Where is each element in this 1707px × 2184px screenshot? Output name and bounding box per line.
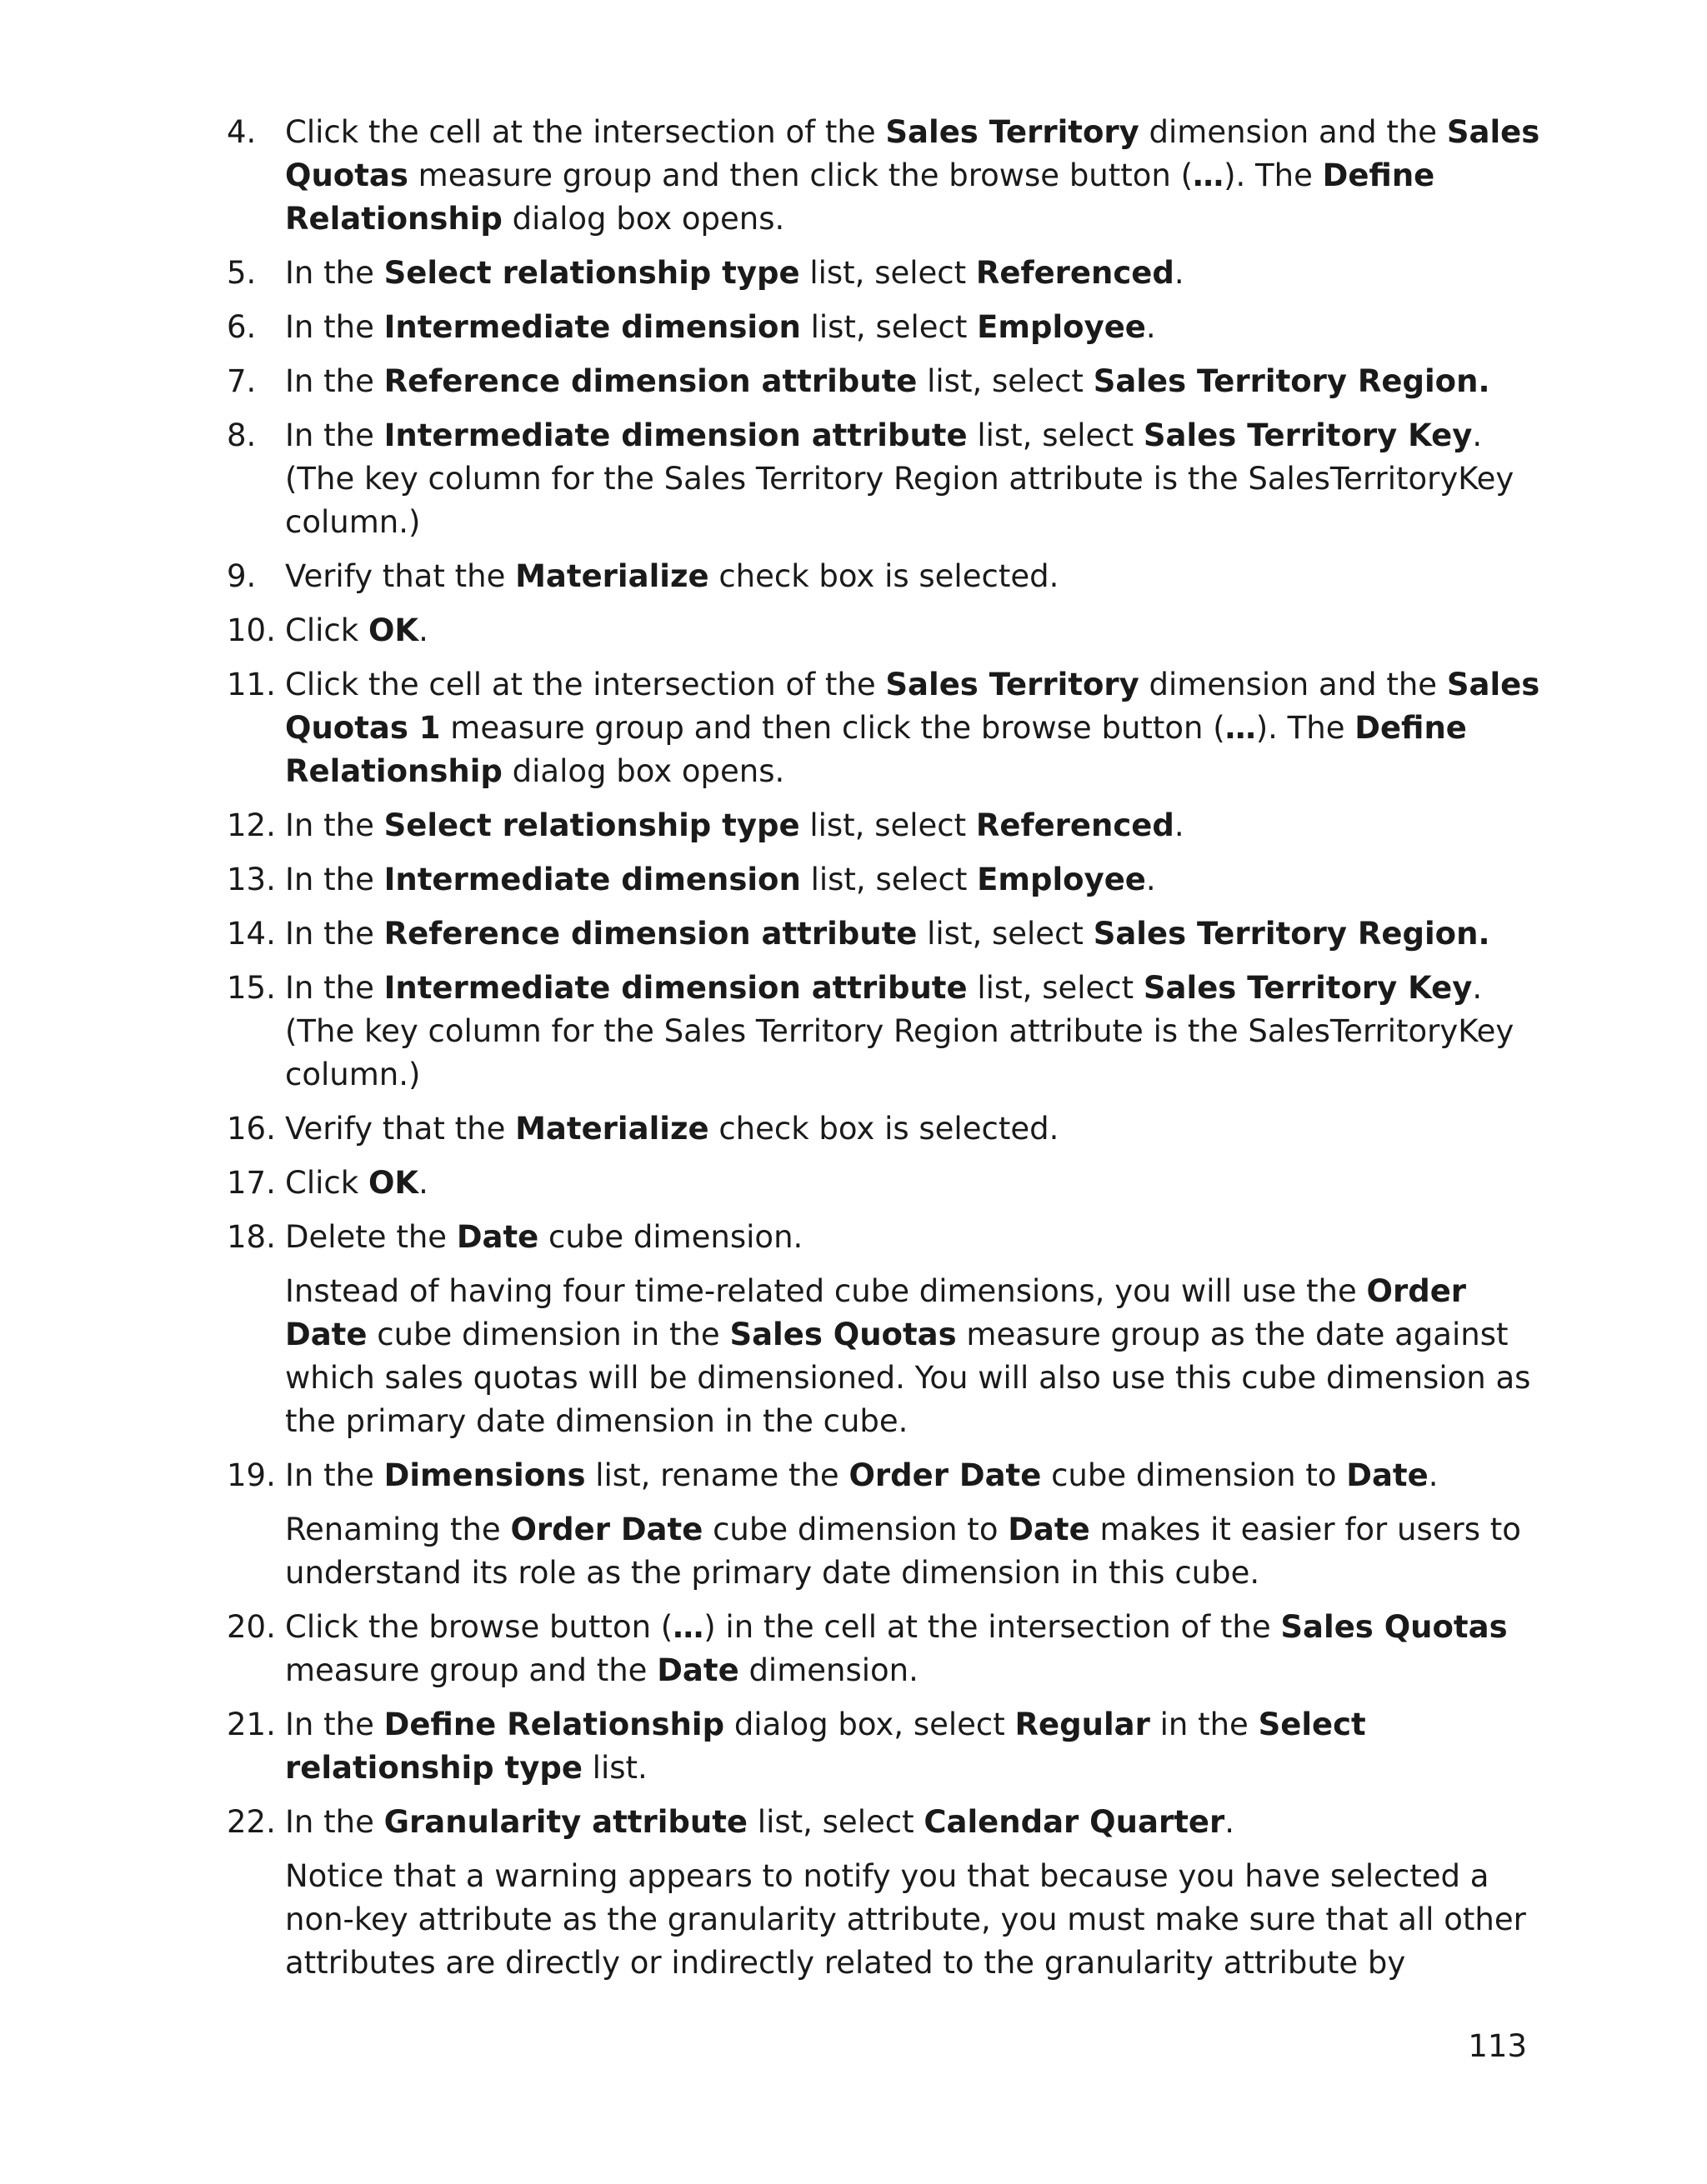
text-run: ). The	[1224, 157, 1323, 193]
bold-term: OK	[368, 612, 419, 648]
text-run: list, rename the	[585, 1457, 849, 1493]
step-number: 10.	[227, 612, 276, 648]
text-run: Delete the	[285, 1219, 457, 1255]
bold-term: Intermediate dimension	[383, 309, 801, 345]
text-run: . (The key column for the Sales Territory Region attribute is the SalesTerritoryKey column.)	[285, 417, 1514, 540]
text-run: In the	[285, 916, 384, 952]
text-run: In the	[285, 807, 384, 843]
bold-term: …	[673, 1609, 704, 1645]
bold-term: Employee	[977, 309, 1146, 345]
step-number: 11.	[227, 667, 276, 702]
instruction-step	[227, 306, 1544, 349]
instruction-step	[227, 858, 1544, 902]
text-run: Verify that the	[285, 1111, 516, 1147]
instruction-note	[227, 1270, 1544, 1443]
bold-term: Regular	[1014, 1707, 1150, 1742]
text-run: ) in the cell at the intersection of the	[703, 1609, 1281, 1645]
text-run: Click	[285, 1165, 368, 1201]
instruction-step	[227, 609, 1544, 652]
bold-term: Sales Quotas	[1280, 1609, 1508, 1645]
instruction-step	[227, 1162, 1544, 1205]
text-run: .	[418, 612, 428, 648]
text-run: Click the cell at the intersection of the	[285, 114, 886, 150]
instruction-note	[227, 1508, 1544, 1595]
bold-term: …	[1224, 710, 1256, 746]
text-run: dialog box opens.	[502, 201, 785, 237]
bold-term: Order Date	[848, 1457, 1042, 1493]
bold-term: Materialize	[515, 558, 709, 594]
instruction-list	[227, 111, 1544, 1996]
text-run: list, select	[748, 1804, 924, 1840]
text-run: list, select	[967, 970, 1144, 1006]
instruction-step	[227, 1454, 1544, 1497]
bold-term: Intermediate dimension attribute	[383, 417, 968, 453]
text-run: cube dimension to	[703, 1512, 1009, 1547]
step-number: 18.	[227, 1219, 276, 1255]
text-run: In the	[285, 417, 384, 453]
text-run: ). The	[1255, 710, 1355, 746]
bold-term: Sales Quotas 1	[285, 667, 1540, 746]
text-run: Notice that a warning appears to notify you that because you have selected a non-key attribute as the granularity attribute, you must make sure that all other attributes are directly or indirectly related to the granularity attribute by	[285, 1858, 1526, 1981]
bold-term: Order Date	[510, 1512, 703, 1547]
bold-term: Sales Territory	[885, 114, 1139, 150]
text-run: dialog box, select	[724, 1707, 1015, 1742]
text-run: Verify that the	[285, 558, 516, 594]
bold-term: Sales Quotas	[285, 114, 1540, 193]
bold-term: Date	[1346, 1457, 1429, 1493]
text-run: In the	[285, 862, 384, 897]
bold-term: Reference dimension attribute	[383, 916, 918, 952]
bold-term: Intermediate dimension	[383, 862, 801, 897]
text-run: In the	[285, 309, 384, 345]
text-run: .	[1145, 309, 1156, 345]
instruction-step	[227, 555, 1544, 598]
bold-term: Date	[1008, 1512, 1090, 1547]
bold-term: Sales Territory Key	[1143, 970, 1473, 1006]
bold-term: Select relationship type	[383, 807, 800, 843]
text-run: dialog box opens.	[502, 753, 785, 789]
step-number: 22.	[227, 1804, 276, 1840]
bold-term: Order Date	[285, 1273, 1467, 1352]
bold-term: Employee	[977, 862, 1146, 897]
text-run: dimension.	[738, 1652, 919, 1688]
step-number: 8.	[227, 417, 257, 453]
text-run: list, select	[967, 417, 1144, 453]
bold-term: Select relationship type	[285, 1707, 1366, 1786]
text-run: .	[1174, 255, 1184, 291]
instruction-step	[227, 1107, 1544, 1151]
text-run: In the	[285, 363, 384, 399]
text-run: measure group and then click the browse button (	[440, 710, 1225, 746]
text-run: check box is selected.	[708, 1111, 1059, 1147]
text-run: In the	[285, 970, 384, 1006]
step-number: 9.	[227, 558, 257, 594]
text-run: list, select	[799, 807, 976, 843]
text-run: makes it easier for users to understand its role as the primary date dimension in this cube.	[285, 1512, 1521, 1591]
text-run: Renaming the	[285, 1512, 511, 1547]
text-run: list.	[582, 1750, 648, 1786]
text-run: .	[418, 1165, 428, 1201]
text-run: dimension and the	[1139, 114, 1447, 150]
text-run: Click the cell at the intersection of the	[285, 667, 886, 702]
bold-term: Define Relationship	[285, 710, 1467, 789]
text-run: In the	[285, 1804, 384, 1840]
step-number: 21.	[227, 1707, 276, 1742]
text-run: Click	[285, 612, 368, 648]
instruction-step	[227, 111, 1544, 241]
step-number: 15.	[227, 970, 276, 1006]
bold-term: Intermediate dimension attribute	[383, 970, 968, 1006]
step-number: 16.	[227, 1111, 276, 1147]
text-run: measure group and the	[285, 1652, 658, 1688]
instruction-step	[227, 663, 1544, 793]
step-number: 20.	[227, 1609, 276, 1645]
bold-term: Granularity attribute	[383, 1804, 748, 1840]
instruction-step	[227, 252, 1544, 295]
bold-term: Sales Territory	[885, 667, 1139, 702]
bold-term: Sales Territory Region.	[1093, 363, 1490, 399]
text-run: list, select	[800, 309, 978, 345]
text-run: Click the browse button (	[285, 1609, 673, 1645]
step-number: 19.	[227, 1457, 276, 1493]
text-run: . (The key column for the Sales Territory Region attribute is the SalesTerritoryKey column.)	[285, 970, 1514, 1092]
bold-term: Referenced	[975, 255, 1174, 291]
text-run: In the	[285, 255, 384, 291]
text-run: measure group as the date against which sales quotas will be dimensioned. You will also use this cube dimension as the primary date dimension in the cube.	[285, 1317, 1531, 1439]
text-run: Instead of having four time-related cube dimensions, you will use the	[285, 1273, 1367, 1309]
text-run: cube dimension.	[538, 1219, 803, 1255]
bold-term: Select relationship type	[383, 255, 800, 291]
step-number: 13.	[227, 862, 276, 897]
step-number: 6.	[227, 309, 257, 345]
instruction-step	[227, 360, 1544, 403]
text-run: list, select	[799, 255, 976, 291]
text-run: measure group and then click the browse button (	[408, 157, 1194, 193]
step-number: 7.	[227, 363, 257, 399]
instruction-step	[227, 804, 1544, 847]
instruction-note	[227, 1855, 1544, 1985]
instruction-step	[227, 1703, 1544, 1790]
text-run: In the	[285, 1707, 384, 1742]
step-number: 5.	[227, 255, 257, 291]
instruction-step	[227, 967, 1544, 1097]
bold-term: Dimensions	[383, 1457, 586, 1493]
text-run: cube dimension in the	[367, 1317, 730, 1352]
bold-term: Define Relationship	[285, 157, 1435, 237]
step-number: 14.	[227, 916, 276, 952]
text-run: .	[1224, 1804, 1234, 1840]
text-run: .	[1174, 807, 1184, 843]
step-number: 12.	[227, 807, 276, 843]
text-run: in the	[1149, 1707, 1259, 1742]
bold-term: Sales Quotas	[729, 1317, 957, 1352]
text-run: list, select	[800, 862, 978, 897]
instruction-step	[227, 1606, 1544, 1692]
instruction-step	[227, 1216, 1544, 1259]
text-run: list, select	[917, 363, 1094, 399]
page-number: 113	[1468, 2028, 1527, 2064]
bold-term: Reference dimension attribute	[383, 363, 918, 399]
text-run: list, select	[917, 916, 1094, 952]
text-run: cube dimension to	[1041, 1457, 1347, 1493]
bold-term: …	[1193, 157, 1224, 193]
bold-term: OK	[368, 1165, 419, 1201]
bold-term: Materialize	[515, 1111, 709, 1147]
text-run: In the	[285, 1457, 384, 1493]
step-number: 4.	[227, 114, 257, 150]
text-run: .	[1428, 1457, 1439, 1493]
bold-term: Sales Territory Key	[1143, 417, 1473, 453]
step-number: 17.	[227, 1165, 276, 1201]
bold-term: Calendar Quarter	[924, 1804, 1225, 1840]
text-run: .	[1145, 862, 1156, 897]
bold-term: Sales Territory Region.	[1093, 916, 1490, 952]
bold-term: Date	[456, 1219, 539, 1255]
text-run: check box is selected.	[708, 558, 1059, 594]
instruction-step	[227, 1801, 1544, 1844]
instruction-step	[227, 414, 1544, 544]
bold-term: Date	[657, 1652, 739, 1688]
bold-term: Define Relationship	[383, 1707, 725, 1742]
instruction-step	[227, 912, 1544, 956]
text-run: dimension and the	[1139, 667, 1447, 702]
bold-term: Referenced	[975, 807, 1174, 843]
